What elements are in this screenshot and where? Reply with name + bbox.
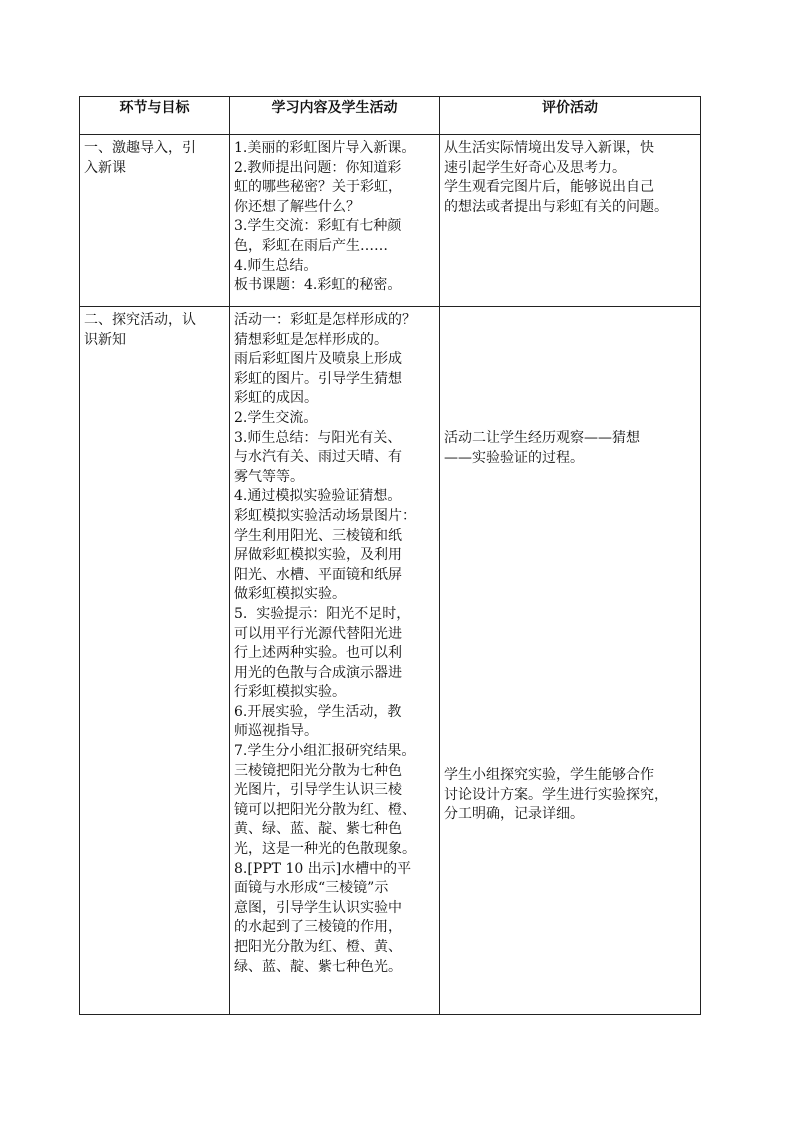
content-line: 行上述两种实验。也可以利 <box>234 645 402 662</box>
evaluation-cell <box>440 307 701 1015</box>
content-line: 把阳光分散为红、橙、黄、 <box>234 939 402 955</box>
content-line: 师巡视指导。 <box>234 723 318 740</box>
content-line: 学生利用阳光、三棱镜和纸 <box>234 527 402 544</box>
content-line: 的水起到了三棱镜的作用， <box>234 919 402 936</box>
header-evaluation: 评价活动 <box>440 97 701 135</box>
stage-line: 一、激趣导入，引 <box>84 140 196 156</box>
content-line: 3.师生总结：与阳光有关、 <box>234 429 402 446</box>
content-line: 2.教师提出问题：你知道彩 <box>234 159 402 176</box>
content-line: 行彩虹模拟实验。 <box>234 684 346 701</box>
evaluation-line: 分工明确，记录详细。 <box>444 806 584 823</box>
content-line: 7.学生分小组汇报研究结果。 <box>234 743 416 760</box>
content-line: 阳光、水槽、平面镜和纸屏 <box>234 566 402 583</box>
stage-line: 二、探究活动，认 <box>84 312 196 328</box>
content-line: 4.师生总结。 <box>234 257 318 274</box>
content-line: 4.通过模拟实验验证猜想。 <box>234 488 402 505</box>
content-line: 色，彩虹在雨后产生…… <box>234 237 388 254</box>
content-cell <box>230 307 440 1015</box>
table-header-row <box>80 97 701 135</box>
content-line: 做彩虹模拟实验。 <box>234 586 346 603</box>
content-line: 彩虹的图片。引导学生猜想 <box>234 370 402 387</box>
content-line: 黄、绿、蓝、靛、紫七种色 <box>234 821 402 838</box>
content-line: 1.美丽的彩虹图片导入新课。 <box>234 140 416 156</box>
header-content: 学习内容及学生活动 <box>230 97 440 135</box>
stage-cell <box>80 307 230 1015</box>
content-line: 屏做彩虹模拟实验，及利用 <box>234 547 402 564</box>
content-line: 光，这是一种光的色散现象。 <box>234 841 416 858</box>
table-row <box>80 307 701 1015</box>
evaluation-line: 学生小组探究实验，学生能够合作 <box>444 767 654 784</box>
evaluation-cell <box>440 135 701 307</box>
lesson-table <box>79 96 701 1015</box>
stage-line: 识新知 <box>84 331 126 348</box>
content-line: 镜可以把阳光分散为红、橙、 <box>234 801 416 818</box>
content-line: 光图片，引导学生认识三棱 <box>234 782 402 799</box>
header-stage: 环节与目标 <box>80 97 230 135</box>
content-line: 雨后彩虹图片及喷泉上形成 <box>234 351 402 368</box>
content-line: 绿、蓝、靛、紫七种色光。 <box>234 958 402 975</box>
content-line: 5. 实验提示：阳光不足时， <box>234 605 411 622</box>
content-line: 与水汽有关、雨过天晴、有 <box>234 449 402 466</box>
content-line: 意图，引导学生认识实验中 <box>234 899 402 916</box>
content-line: 3.学生交流：彩虹有七种颜 <box>234 218 402 235</box>
evaluation-line: 的想法或者提出与彩虹有关的问题。 <box>444 198 668 215</box>
evaluation-line: 速引起学生好奇心及思考力。 <box>444 159 626 176</box>
content-line: 彩虹的成因。 <box>234 390 318 407</box>
stage-cell <box>80 135 230 307</box>
evaluation-line: 活动二让学生经历观察——猜想 <box>444 430 640 446</box>
content-line: 活动一：彩虹是怎样形成的？ <box>234 312 416 328</box>
evaluation-line: 学生观看完图片后，能够说出自己 <box>444 179 654 196</box>
evaluation-line: ——实验验证的过程。 <box>444 449 584 466</box>
content-cell <box>230 135 440 307</box>
content-line: 彩虹模拟实验活动场景图片： <box>234 507 416 524</box>
content-line: 虹的哪些秘密？关于彩虹， <box>234 179 402 196</box>
content-line: 板书课题：4.彩虹的秘密。 <box>234 277 402 294</box>
stage-line: 入新课 <box>84 159 126 176</box>
content-line: 用光的色散与合成演示器进 <box>234 664 402 681</box>
content-line: 你还想了解些什么？ <box>234 198 360 215</box>
table-row <box>80 135 701 307</box>
content-line: 猜想彩虹是怎样形成的。 <box>234 331 388 348</box>
content-line: 2.学生交流。 <box>234 409 318 426</box>
content-line: 三棱镜把阳光分散为七种色 <box>234 762 402 779</box>
content-line: 8.[PPT 10 出示]水槽中的平 <box>234 860 412 877</box>
content-line: 雾气等等。 <box>234 468 304 485</box>
content-line: 可以用平行光源代替阳光进 <box>234 625 402 642</box>
content-line: 6.开展实验，学生活动，教 <box>234 703 402 720</box>
evaluation-line: 从生活实际情境出发导入新课，快 <box>444 140 654 156</box>
evaluation-line: 讨论设计方案。学生进行实验探究， <box>444 786 668 803</box>
content-line: 面镜与水形成“三棱镜”示 <box>234 880 389 897</box>
